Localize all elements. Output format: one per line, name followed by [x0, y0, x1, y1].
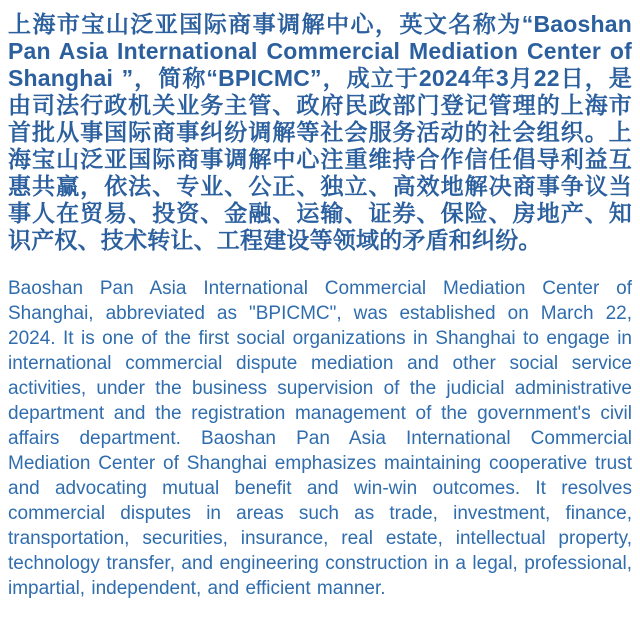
- chinese-intro-paragraph: 上海市宝山泛亚国际商事调解中心，英文名称为“Baoshan Pan Asia International Commercial Mediation Center of Shanghai ”，简称“BPICMC”，成立于2024年3月22日，是由司法行政机关业务主管、政府民政部门登记管理的上海市首批从事国际商事纠纷调解等社会服务活动的社会组织。上海宝山泛亚国际商事调解中心注重维持合作信任倡导利益互惠共赢，依法、专业、公正、独立、高效地解决商事争议当事人在贸易、投资、金融、运输、证券、保险、房地产、知识产权、技术转让、工程建设等领域的矛盾和纠纷。: [8, 11, 632, 253]
- english-intro-paragraph: Baoshan Pan Asia International Commercial Mediation Center of Shanghai, abbreviated as "BPICMC", was established on March 22, 2024. It is one of the first social organizations in Shanghai to engage in international commercial dispute mediation and other social service activities, under the business supervision of the judicial administrative department and the registration management of the government's civil affairs department. Baoshan Pan Asia International Commercial Mediation Center of Shanghai emphasizes maintaining cooperative trust and advocating mutual benefit and win-win outcomes. It resolves commercial disputes in areas such as trade, investment, finance, transportation, securities, insurance, real estate, intellectual property, technology transfer, and engineering construction in a legal, professional, impartial, independent, and efficient manner.: [8, 278, 632, 599]
